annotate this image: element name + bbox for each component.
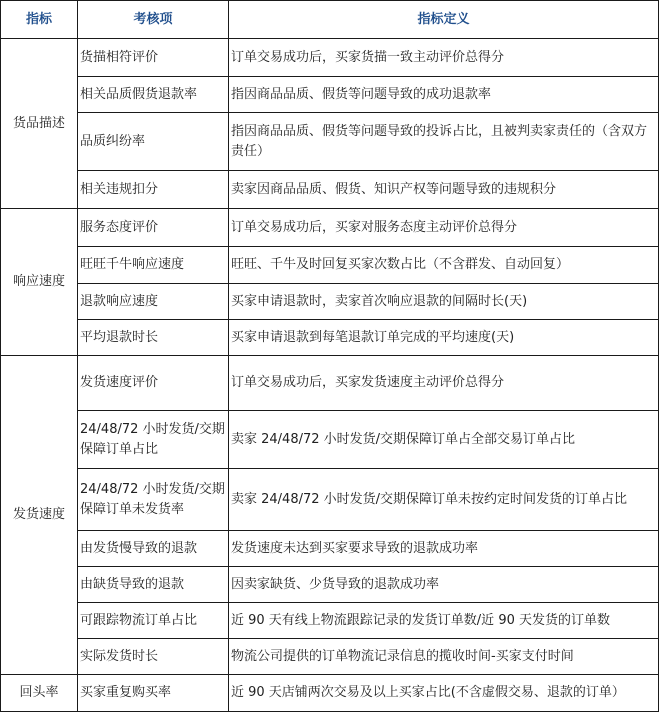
assessment-item-cell: 服务态度评价 — [78, 209, 229, 247]
assessment-item-cell: 品质纠纷率 — [78, 113, 229, 171]
table-row — [1, 675, 659, 712]
table-row — [1, 247, 659, 284]
assessment-item-cell: 发货速度评价 — [78, 356, 229, 411]
table-row — [1, 320, 659, 356]
table-row — [1, 284, 659, 320]
definition-cell: 发货速度未达到买家要求导致的退款成功率 — [229, 531, 659, 567]
header-assessment-item: 考核项 — [78, 1, 229, 39]
table-row — [1, 39, 659, 77]
assessment-item-cell: 旺旺千牛响应速度 — [78, 247, 229, 284]
assessment-item-cell: 由发货慢导致的退款 — [78, 531, 229, 567]
table-row — [1, 77, 659, 113]
table-row — [1, 113, 659, 171]
assessment-item-cell: 退款响应速度 — [78, 284, 229, 320]
category-cell: 货品描述 — [1, 39, 78, 209]
table-row — [1, 469, 659, 531]
assessment-item-cell: 货描相符评价 — [78, 39, 229, 77]
category-cell: 回头率 — [1, 675, 78, 712]
definition-cell: 物流公司提供的订单物流记录信息的揽收时间-买家支付时间 — [229, 639, 659, 675]
assessment-item-cell: 相关违规扣分 — [78, 171, 229, 209]
assessment-item-cell: 相关品质假货退款率 — [78, 77, 229, 113]
header-row — [1, 1, 659, 39]
assessment-item-cell: 由缺货导致的退款 — [78, 567, 229, 603]
category-cell: 响应速度 — [1, 209, 78, 356]
table-row — [1, 639, 659, 675]
definition-cell: 订单交易成功后，买家发货速度主动评价总得分 — [229, 356, 659, 411]
table-row — [1, 171, 659, 209]
definition-cell: 买家申请退款到每笔退款订单完成的平均速度(天) — [229, 320, 659, 356]
definition-cell: 近 90 天有线上物流跟踪记录的发货订单数/近 90 天发货的订单数 — [229, 603, 659, 639]
table-row — [1, 531, 659, 567]
assessment-item-cell: 买家重复购买率 — [78, 675, 229, 712]
definition-cell: 卖家 24/48/72 小时发货/交期保障订单占全部交易订单占比 — [229, 411, 659, 469]
table-row — [1, 603, 659, 639]
assessment-item-cell: 实际发货时长 — [78, 639, 229, 675]
definition-cell: 卖家因商品品质、假货、知识产权等问题导致的违规积分 — [229, 171, 659, 209]
definition-cell: 旺旺、千牛及时回复买家次数占比（不含群发、自动回复） — [229, 247, 659, 284]
definition-cell: 因卖家缺货、少货导致的退款成功率 — [229, 567, 659, 603]
definition-cell: 卖家 24/48/72 小时发货/交期保障订单未按约定时间发货的订单占比 — [229, 469, 659, 531]
definition-cell: 订单交易成功后，买家对服务态度主动评价总得分 — [229, 209, 659, 247]
table-row — [1, 567, 659, 603]
header-indicator: 指标 — [1, 1, 78, 39]
table-row — [1, 356, 659, 411]
assessment-item-cell: 平均退款时长 — [78, 320, 229, 356]
definition-cell: 指因商品品质、假货等问题导致的成功退款率 — [229, 77, 659, 113]
header-definition: 指标定义 — [229, 1, 659, 39]
definition-cell: 订单交易成功后，买家货描一致主动评价总得分 — [229, 39, 659, 77]
assessment-item-cell: 24/48/72 小时发货/交期保障订单占比 — [78, 411, 229, 469]
assessment-item-cell: 可跟踪物流订单占比 — [78, 603, 229, 639]
definition-cell: 近 90 天店铺两次交易及以上买家占比(不含虚假交易、退款的订单） — [229, 675, 659, 712]
table-row — [1, 411, 659, 469]
category-cell: 发货速度 — [1, 356, 78, 675]
definition-cell: 买家申请退款时，卖家首次响应退款的间隔时长(天) — [229, 284, 659, 320]
table-body — [1, 39, 659, 712]
assessment-item-cell: 24/48/72 小时发货/交期保障订单未发货率 — [78, 469, 229, 531]
definition-cell: 指因商品品质、假货等问题导致的投诉占比，且被判卖家责任的（含双方责任） — [229, 113, 659, 171]
table-row — [1, 209, 659, 247]
